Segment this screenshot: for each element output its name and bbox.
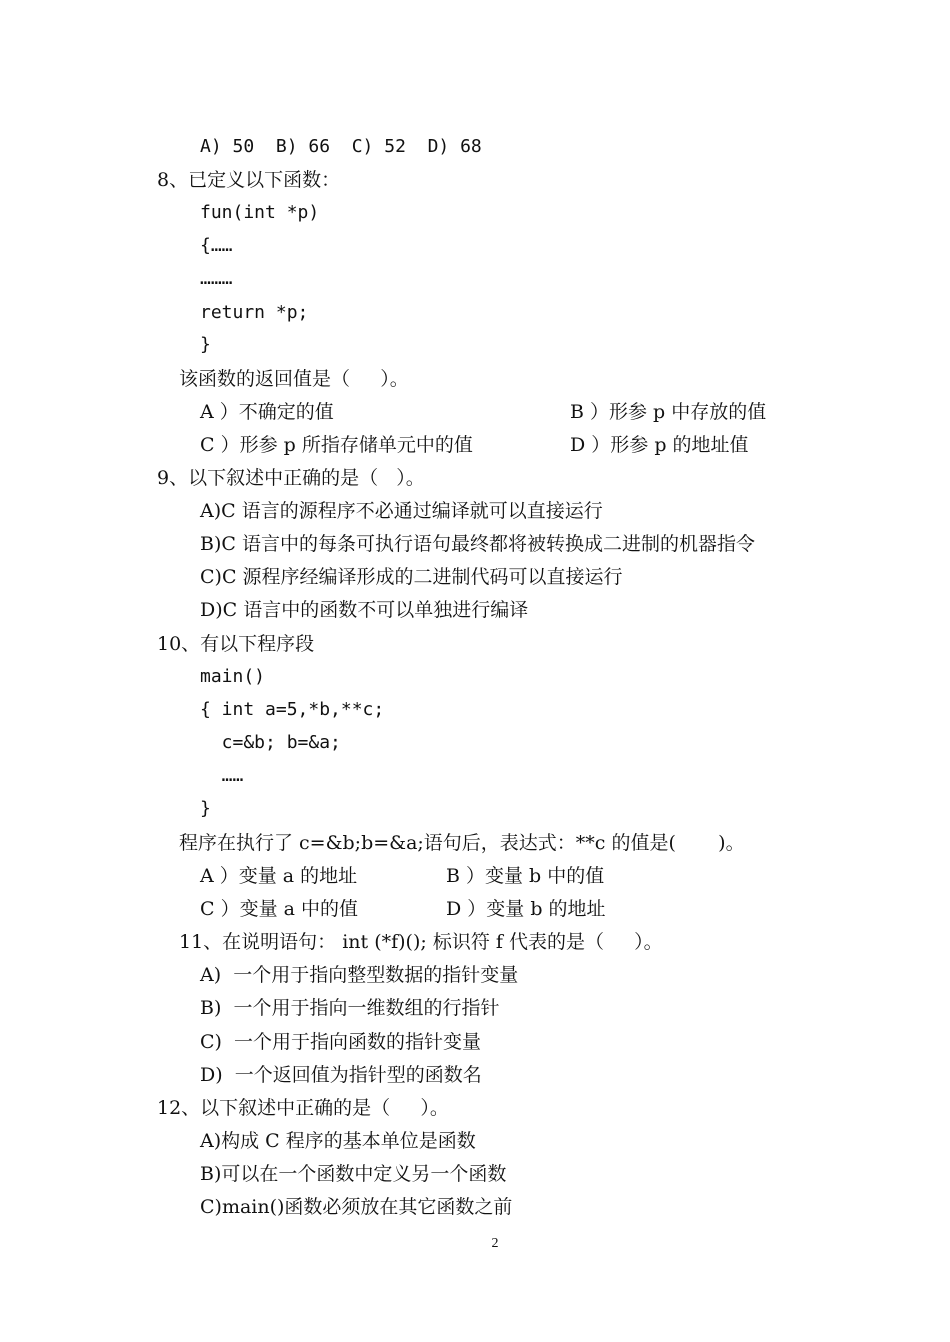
q8-option-b: B ）形参 p 中存放的值: [570, 401, 767, 423]
q8-option-c: C ）形参 p 所指存储单元中的值: [200, 434, 473, 456]
q8-option-a: A ）不确定的值: [200, 401, 334, 423]
q9-option-a: A)C 语言的源程序不必通过编译就可以直接运行: [200, 500, 603, 522]
q10-option-c: C ）变量 a 中的值: [200, 898, 358, 920]
q8-code-line-1: fun(int *p): [200, 202, 320, 223]
q9-option-c: C)C 源程序经编译形成的二进制代码可以直接运行: [200, 566, 623, 588]
q7-options: A) 50 B) 66 C) 52 D) 68: [200, 136, 482, 157]
q9-stem: 9、以下叙述中正确的是（ ）。: [157, 467, 425, 489]
q10-question: 程序在执行了 c=&b;b=&a;语句后，表达式：**c 的值是( )。: [179, 832, 745, 854]
q9-option-d: D)C 语言中的函数不可以单独进行编译: [200, 599, 529, 621]
q10-code-line-5: }: [200, 798, 211, 819]
q8-code-line-4: return *p;: [200, 302, 309, 323]
q9-option-b: B)C 语言中的每条可执行语句最终都将被转换成二进制的机器指令: [200, 533, 755, 555]
q8-question: 该函数的返回值是（ ）。: [179, 368, 409, 390]
q8-code-line-3: ………: [200, 268, 233, 289]
q8-code-line-5: }: [200, 334, 211, 355]
q10-option-a: A ）变量 a 的地址: [200, 865, 358, 887]
q12-option-b: B)可以在一个函数中定义另一个函数: [200, 1163, 507, 1185]
q12-option-a: A)构成 C 程序的基本单位是函数: [200, 1130, 476, 1152]
page-number: 2: [491, 1236, 499, 1251]
q11-option-d: D) 一个返回值为指针型的函数名: [200, 1064, 482, 1086]
q8-option-d: D ）形参 p 的地址值: [570, 434, 749, 456]
q8-stem: 8、已定义以下函数：: [157, 169, 341, 191]
q10-code-line-3: c=&b; b=&a;: [200, 732, 341, 753]
q8-code-line-2: {……: [200, 235, 233, 256]
q11-option-b: B) 一个用于指向一维数组的行指针: [200, 997, 500, 1019]
q12-stem: 12、以下叙述中正确的是（ ）。: [157, 1097, 449, 1119]
q10-stem: 10、有以下程序段: [157, 633, 315, 655]
q11-option-a: A) 一个用于指向整型数据的指针变量: [200, 964, 519, 986]
q10-code-line-4: ……: [200, 765, 244, 786]
q11-option-c: C) 一个用于指向函数的指针变量: [200, 1031, 482, 1053]
q11-stem: 11、在说明语句： int (*f)(); 标识符 f 代表的是（ ）。: [179, 931, 663, 953]
q10-option-b: B ）变量 b 中的值: [446, 865, 605, 887]
q10-option-d: D ）变量 b 的地址: [446, 898, 606, 920]
q10-code-line-1: main(): [200, 666, 266, 687]
q10-code-line-2: { int a=5,*b,**c;: [200, 699, 385, 720]
q12-option-c: C)main()函数必须放在其它函数之前: [200, 1196, 513, 1218]
